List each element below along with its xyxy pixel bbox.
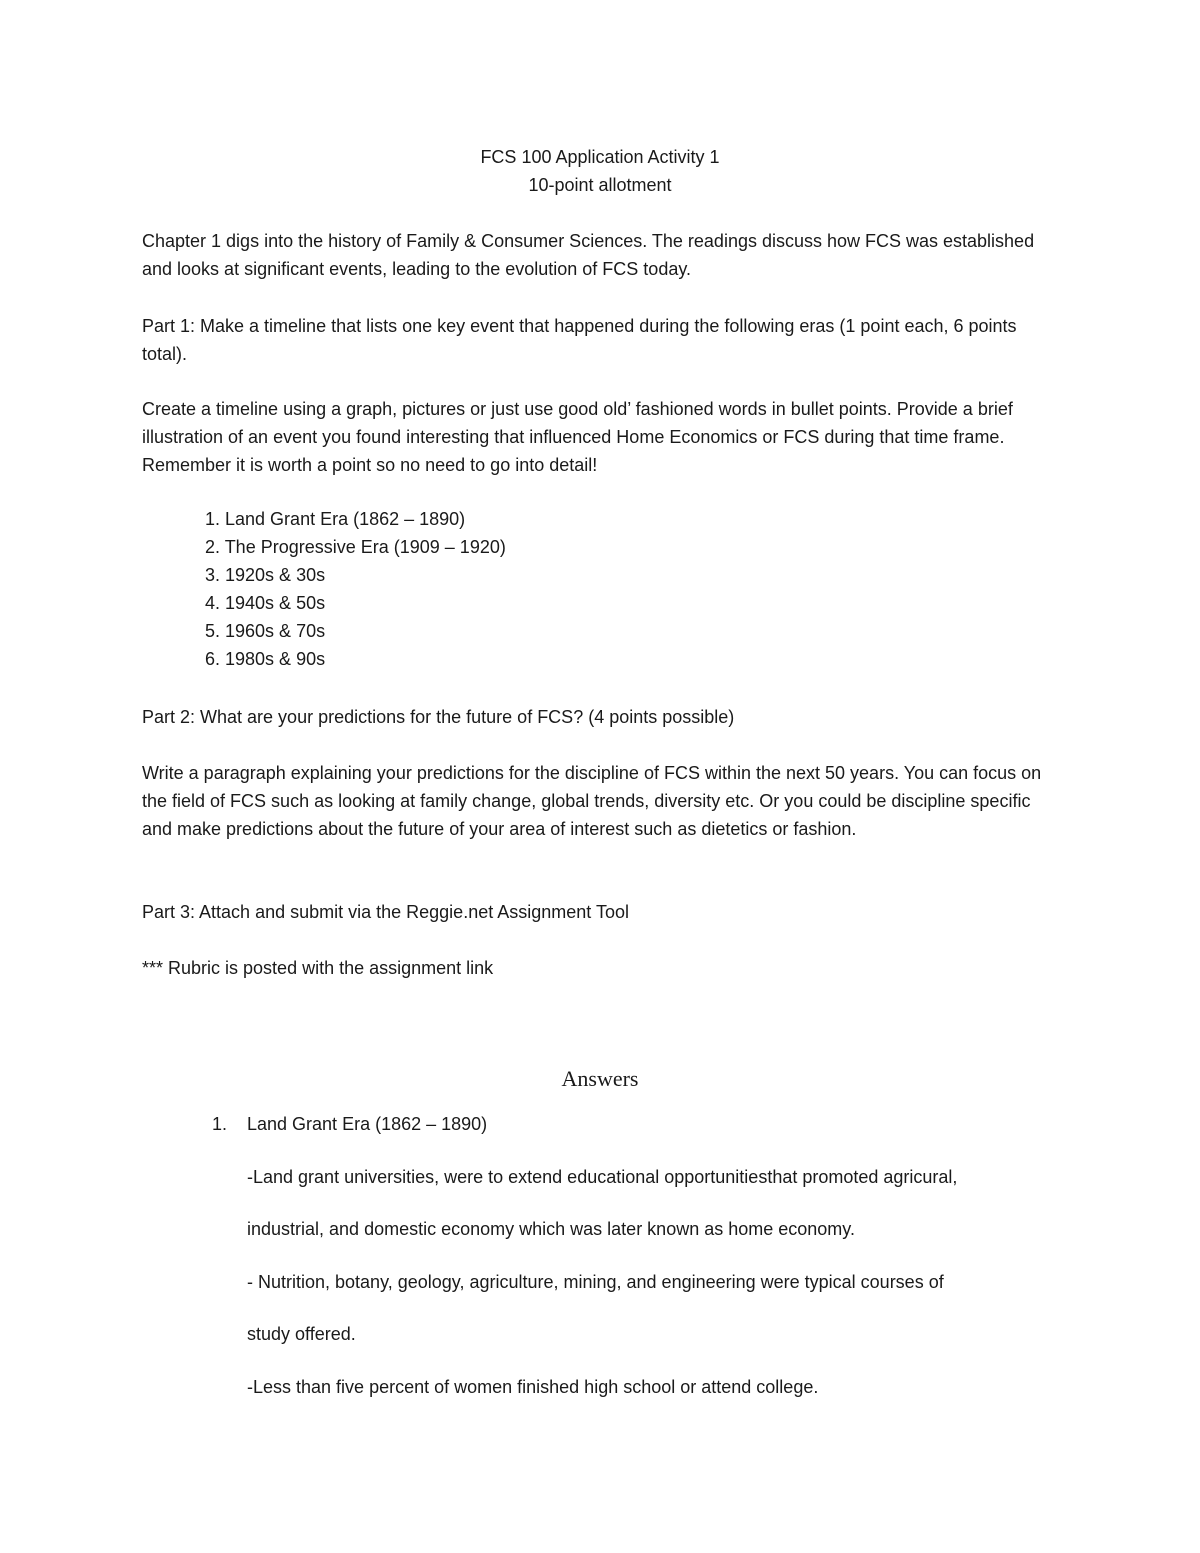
eras-list — [205, 505, 506, 673]
part1-instructions: Part 1: Make a timeline that lists one key event that happened during the following eras (1 point each, 6 points total). — [142, 316, 1017, 364]
answers-heading: Answers — [561, 1066, 639, 1091]
era-item: 5. 1960s & 70s — [205, 621, 326, 641]
answer-line: -Less than five percent of women finished high school or attend college. — [247, 1377, 819, 1397]
part2-instructions: Part 2: What are your predictions for the future of FCS? (4 points possible) — [142, 707, 735, 727]
intro-paragraph: Chapter 1 digs into the history of Family & Consumer Sciences. The readings discuss how FCS was established and looks at significant events, leading to the evolution of FCS today. — [142, 231, 1035, 279]
answer-line: study offered. — [247, 1324, 356, 1344]
era-item: 6. 1980s & 90s — [205, 649, 326, 669]
answer-item-title: Land Grant Era (1862 – 1890) — [247, 1114, 488, 1134]
era-item: 2. The Progressive Era (1909 – 1920) — [205, 537, 506, 557]
part3-instructions: Part 3: Attach and submit via the Reggie.net Assignment Tool — [142, 902, 629, 922]
rubric-note: *** Rubric is posted with the assignment link — [142, 958, 494, 978]
answer-line: - Nutrition, botany, geology, agriculture, mining, and engineering were typical courses of — [247, 1272, 944, 1292]
document-title: FCS 100 Application Activity 1 — [480, 147, 720, 167]
answer-line: industrial, and domestic economy which was later known as home economy. — [247, 1219, 855, 1239]
era-item: 1. Land Grant Era (1862 – 1890) — [205, 509, 466, 529]
answer-item-number: 1. — [212, 1114, 228, 1134]
timeline-instructions: Create a timeline using a graph, pictures or just use good old’ fashioned words in bullet points. Provide a brief illustration of an event you found interesting that influenced Home Economics or FCS during that time frame. Remember it is worth a point so no need to go into detail! — [142, 399, 1013, 475]
document-subtitle: 10-point allotment — [528, 175, 672, 195]
answer-line: -Land grant universities, were to extend educational opportunitiesthat promoted agricural, — [247, 1167, 958, 1187]
era-item: 3. 1920s & 30s — [205, 565, 326, 585]
paragraph-instructions: Write a paragraph explaining your predictions for the discipline of FCS within the next 50 years. You can focus on the field of FCS such as looking at family change, global trends, diversity etc. Or you could be discipline specific and make predictions about the future of your area of interest such as dietetics or fashion. — [142, 763, 1042, 839]
era-item: 4. 1940s & 50s — [205, 593, 326, 613]
